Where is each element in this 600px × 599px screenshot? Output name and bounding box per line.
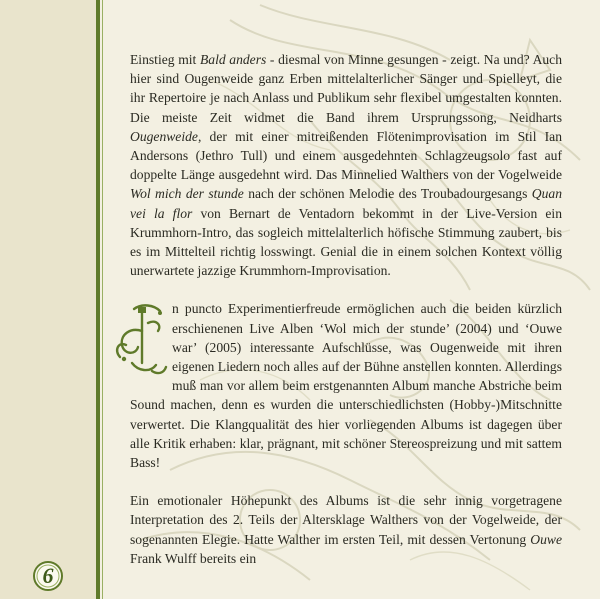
text-run: - diesmal von Minne gesungen - zeigt. Na und? Auch hier sind Ougenweide ganz Erben mittelalterlicher Sänger und Spielleyt, die ihr Repertoire je nach Anlass und Publikum sehr flexibel umgestalten konnten. Die meiste Zeit widmet die Band ihrem Ursprungssong, Neidharts: [130, 52, 563, 125]
paragraph-3: [130, 491, 562, 568]
article-text: [130, 50, 562, 587]
song-title: Quan vei la flor: [130, 186, 562, 221]
ornamental-letter-i-icon: [112, 301, 170, 379]
page-number: 6: [42, 563, 54, 588]
text-run: Einstieg mit: [130, 52, 200, 67]
song-title: Ougenweide: [130, 128, 198, 144]
text-run: Ein emotionaler Höhepunkt des Albums ist die sehr innig vorgetragene Interpretation des 2. Teils der Altersklage Walthers von der Vogelweide, der sogenannten Elegie. Hatte Walther im ersten Teil, mit dessen Vertonung: [130, 493, 562, 547]
paragraph-2: [130, 299, 562, 472]
text-run: Frank Wulff bereits ein: [130, 550, 257, 566]
song-title: Bald anders: [199, 52, 267, 67]
margin-rule: [96, 0, 100, 599]
paragraph-1: [130, 50, 562, 280]
margin-rule-thin: [102, 0, 103, 599]
page-number-badge: [32, 560, 64, 592]
text-run: , der mit einer mitreißenden Flötenimprovisation im Stil Ian Andersons (Jethro Tull) und einem ausgedehnten Schlagzeugsolo fast auf doppelte Länge ausgedehnt wird. Das Minnelied Walthers von der Vogelweide: [130, 128, 562, 183]
text-run: von Bernart de Ventadorn bekommt in der Live-Version ein Krummhorn-Intro, das sogleich mittelalterlich höfische Stimmung zaubert, bis es im Mittelteil richtig losswingt. Genial die in einem solchen Kontext völlig unerwartete jazzige Krummhorn-Improvisation.: [130, 205, 562, 279]
text-run: n puncto Experimentierfreude ermöglichen auch die beiden kürzlich erschienenen Live Alben ‘Wol mich der stunde’ (2004) und ‘Ouwe war’ (2005) interessante Aufschlüsse, was Ougenweide mit ihren eigenen Liedern noch alles auf der Bühne anstellen konnten. Allerdings muß man vor allem beim erstgenannten Album manche Abstriche beim Sound machen, denn es wurden die unterschiedlichsten (Hobby-)Mitschnitte verwertet. Die Klangqualität des hier vorliegenden Albums ist dagegen über alle Kritik erhaben: klar, prägnant, mit schöner Stereospreizung und mit sattem Bass!: [130, 301, 562, 471]
left-margin-band: [0, 0, 96, 599]
song-title: Wol mich der stunde: [130, 186, 244, 202]
text-run: nach der schönen Melodie des Troubadourgesangs: [243, 186, 532, 202]
song-title: Ouwe: [530, 531, 562, 547]
